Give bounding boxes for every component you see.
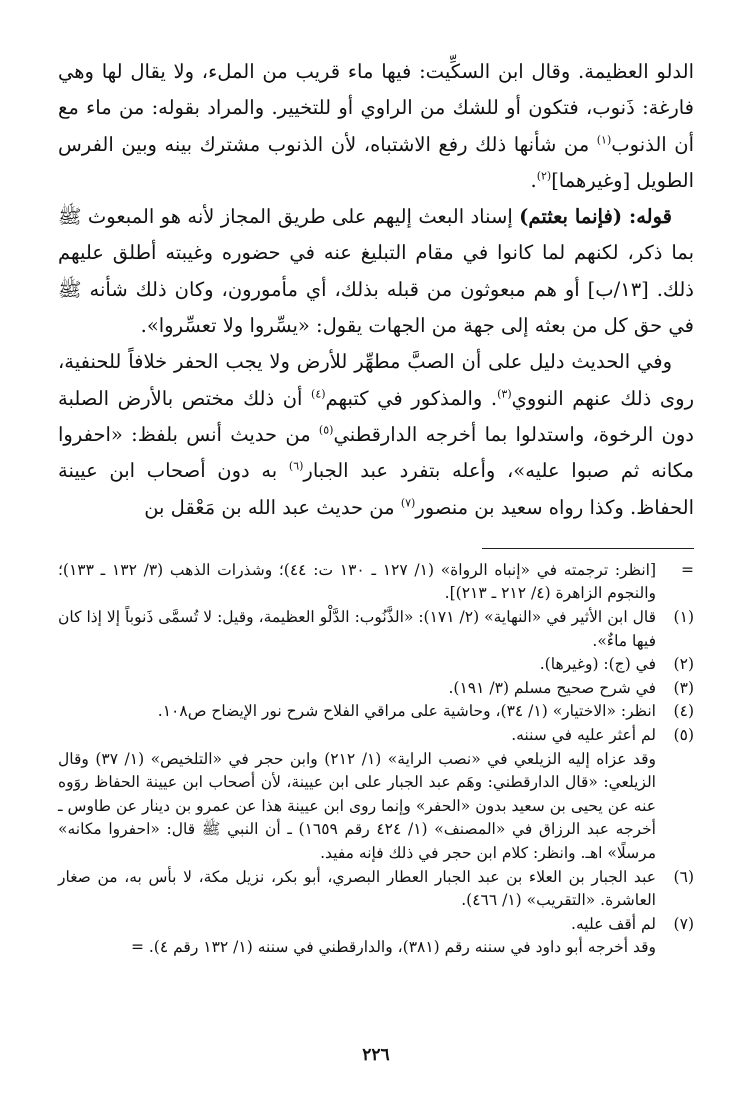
text-run: أن ذلك مختص بالأرض الصلبة دون الرخوة، واستدلوا بما أخرجه الدارقطني: [58, 386, 694, 446]
page-number: ٢٢٦: [362, 1045, 390, 1065]
continuation-marker: =: [130, 938, 144, 957]
footnote-6: [58, 866, 694, 913]
footnote-5: [58, 724, 694, 866]
footnote-ref-4[interactable]: (٤): [311, 387, 326, 401]
footnote-ref-1[interactable]: (١): [596, 133, 612, 147]
text-run: من حديث عبد الله بن مَعْقل بن: [144, 495, 401, 519]
text-run: به دون أصحاب ابن عيينة الحفاظ. وكذا رواه سعيد بن منصور: [58, 459, 694, 519]
footnote-line: وقد عزاه إليه الزيلعي في «نصب الراية» (١/ ٢١٢) وابن حجر في «التلخيص» (١/ ٣٧) وقال الزيلعي: «قال الدارقطني: وهَم عبد الجبار على ابن عيينة، لأن أصحاب ابن عيينة الحفاظ روَوه عنه عن يحيى بن سعيد بدون «الحفر» وإنما روى ابن عيينة هذا عن عمرو بن دينار عن طاوس ـ أخرجه عبد الرزاق في «المصنف» (١/ ٤٢٤ رقم ١٦٥٩) ـ أن النبي ﷺ قال: «احفروا مكانه» مرسلًا» اهـ. وانظر: كلام ابن حجر في ذلك فإنه مفيد.: [58, 749, 656, 862]
footnote-text: في شرح صحيح مسلم (٣/ ١٩١).: [448, 678, 656, 697]
paragraph-1: [58, 54, 694, 199]
footnote-ref-5[interactable]: (٥): [318, 423, 334, 437]
paragraph-2: [58, 199, 694, 344]
footnote-ref-3[interactable]: (٣): [497, 387, 512, 401]
footnote-text: [انظر: ترجمته في «إنباه الرواة» (١/ ١٢٧ ـ ١٣٠ ت: ٤٤)؛ وشذرات الذهب (٣/ ١٣٢ ـ ١٣٣)؛ والنجوم الزاهرة (٤/ ٢١٢ ـ ٢١٣)].: [58, 560, 656, 603]
footnote-number: (١): [673, 608, 694, 627]
footnote-text: في (ج): (وغيرها).: [539, 655, 656, 674]
footnote-number: (٦): [673, 867, 694, 886]
footnote-line: لم أقف عليه.: [571, 914, 656, 933]
text-run: وفي الحديث دليل على أن الصبَّ مطهِّر للأرض ولا يجب الحفر خلافاً للحنفية، روى ذلك عنهم النووي: [58, 350, 694, 410]
footnote-ref-6[interactable]: (٦): [288, 459, 304, 473]
text-run: . والمذكور في كتبهم: [325, 386, 498, 410]
footnote-4: [58, 700, 694, 724]
footnote-number: (٣): [673, 678, 694, 697]
text-run: .: [530, 168, 537, 192]
footnote-number: (٢): [673, 655, 694, 674]
paragraph-3: [58, 344, 694, 525]
footnote-number: (٤): [673, 702, 694, 721]
text-run: من شأنها ذلك رفع الاشتباه، لأن الذنوب مشترك بينه وبين الفرس الطويل [وغيرهما]: [58, 132, 694, 192]
footnote-text: [58, 724, 656, 866]
paragraph-lead: قوله: (فإنما بعثتم): [519, 205, 672, 229]
main-text: [58, 54, 694, 526]
footnote-ref-2[interactable]: (٢): [536, 169, 552, 183]
footnote-ref-7[interactable]: (٧): [400, 496, 416, 510]
footnote-number: (٥): [673, 726, 694, 745]
footnote-number: (٧): [673, 914, 694, 933]
footnote-continuation: [58, 559, 694, 606]
footnote-3: [58, 677, 694, 701]
footnote-1: [58, 606, 694, 653]
footnote-text: انظر: «الاختيار» (١/ ٣٤)، وحاشية على مراقي الفلاح شرح نور الإيضاح ص١٠٨.: [157, 702, 656, 721]
footnote-line: لم أعثر عليه في سننه.: [511, 726, 656, 745]
footnote-line: [58, 936, 656, 960]
footnote-text: قال ابن الأثير في «النهاية» (٢/ ١٧١): «الذَّنُوب: الدَّلْو العظيمة، وقيل: لا تُسمَّى ذَنوباً إلا إذا كان فيها ماءٌ».: [58, 608, 656, 650]
footnote-text: عبد الجبار بن العلاء بن عبد الجبار العطار البصري، أبو بكر، نزيل مكة، لا بأس به، من صغار العاشرة. «التقريب» (١/ ٤٦٦).: [58, 867, 656, 910]
footnote-2: [58, 653, 694, 677]
text-run: من حديث أنس بلفظ: «احفروا مكانه ثم صبوا عليه»، وأعله بتفرد عبد الجبار: [58, 422, 694, 483]
footnote-text: [58, 913, 656, 960]
text-run: وقد أخرجه أبو داود في سننه رقم (٣٨١)، والدارقطني في سننه (١/ ١٣٢ رقم ٤).: [148, 938, 656, 957]
text-run: الدلو العظيمة. وقال ابن السكِّيت: فيها ماء قريب من الملء، ولا يقال لها وهي فارغة: ذَنوب، فتكون أو للشك من الراوي أو للتخيير. والمراد بقوله: من ماء مع أن الذنوب: [58, 60, 695, 156]
footnote-7: [58, 913, 694, 960]
footnotes: [58, 559, 694, 960]
footnote-separator: [482, 548, 694, 549]
text-run: إسناد البعث إليهم على طريق المجاز لأنه هو المبعوث ﷺ بما ذكر، لكنهم لما كانوا في مقام التبليغ عنه في حضوره وغيبته أطلق عليهم ذلك. [١٣/ب] أو هم مبعوثون من قبله بذلك، أي مأمورون، وكان ذلك شأنه ﷺ في حق كل من بعثه إلى جهة من الجهات يقول: «يسِّروا ولا تعسِّروا».: [58, 205, 694, 338]
continuation-marker: =: [681, 560, 694, 579]
